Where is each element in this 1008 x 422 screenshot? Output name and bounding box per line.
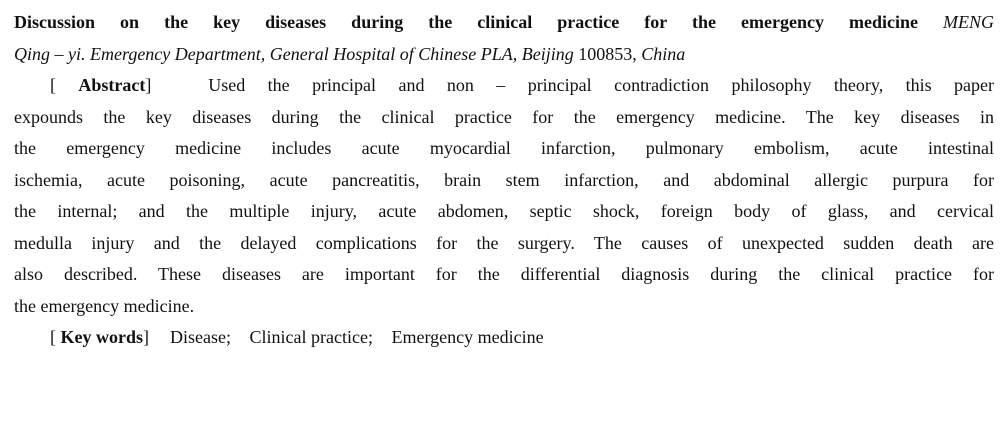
- abstract-label-wrapper: [ Abstract]: [50, 75, 152, 95]
- affiliation: Emergency Department, General Hospital of Chinese PLA, Beijing: [90, 43, 574, 64]
- abstract-line-4: [14, 165, 994, 197]
- abstract-line-7: [14, 259, 994, 291]
- author-surname: MENG: [943, 12, 994, 32]
- author-affiliation-line: Qing – yi. Emergency Department, General Hospital of Chinese PLA, Beijing 100853, China: [14, 43, 686, 64]
- abstract-line-6: [14, 228, 994, 260]
- abstract-line-1: [14, 70, 994, 102]
- keyword-item: Emergency medicine: [391, 327, 544, 347]
- abstract-text-line: the emergency medicine.: [14, 295, 195, 316]
- author-given-name: Qing – yi.: [14, 43, 86, 64]
- keywords-label-wrapper: [ Key words]: [50, 327, 149, 347]
- keywords-label: Key words: [60, 327, 143, 347]
- abstract-text-line: Used the principal and non – principal contradiction philosophy theory, this paper: [208, 75, 995, 95]
- abstract-text-line: also described. These diseases are important for the differential diagnosis during the clinical practice for: [14, 264, 994, 284]
- abstract-line-5: [14, 196, 994, 228]
- abstract-label: Abstract: [78, 75, 146, 95]
- abstract-line-3: [14, 133, 994, 165]
- abstract-text-line: medulla injury and the delayed complications for the surgery. The causes of unexpected sudden death are: [14, 232, 994, 253]
- abstract-text-line: ischemia, acute poisoning, acute pancreatitis, brain stem infarction, and abdominal allergic purpura for: [14, 169, 994, 190]
- abstract-line-8: [14, 291, 994, 323]
- abstract-line-2: [14, 102, 994, 134]
- title-line: [14, 7, 994, 39]
- abstract-text-line: expounds the key diseases during the clinical practice for the emergency medicine. The key diseases in: [14, 106, 994, 127]
- abstract-text-line: the emergency medicine includes acute myocardial infarction, pulmonary embolism, acute intestinal: [14, 138, 994, 158]
- postcode: 100853: [578, 43, 633, 64]
- keyword-item: Clinical practice: [249, 327, 368, 347]
- country: China: [641, 43, 686, 64]
- paper-title: Discussion on the key diseases during the clinical practice for the emergency medicine: [14, 12, 918, 32]
- keywords-line: [ Key words] Disease; Clinical practice; Emergency medicine: [50, 327, 544, 347]
- abstract-text-line: the internal; and the multiple injury, acute abdomen, septic shock, foreign body of glass, and cervical: [14, 201, 994, 221]
- keyword-item: Disease: [170, 327, 226, 347]
